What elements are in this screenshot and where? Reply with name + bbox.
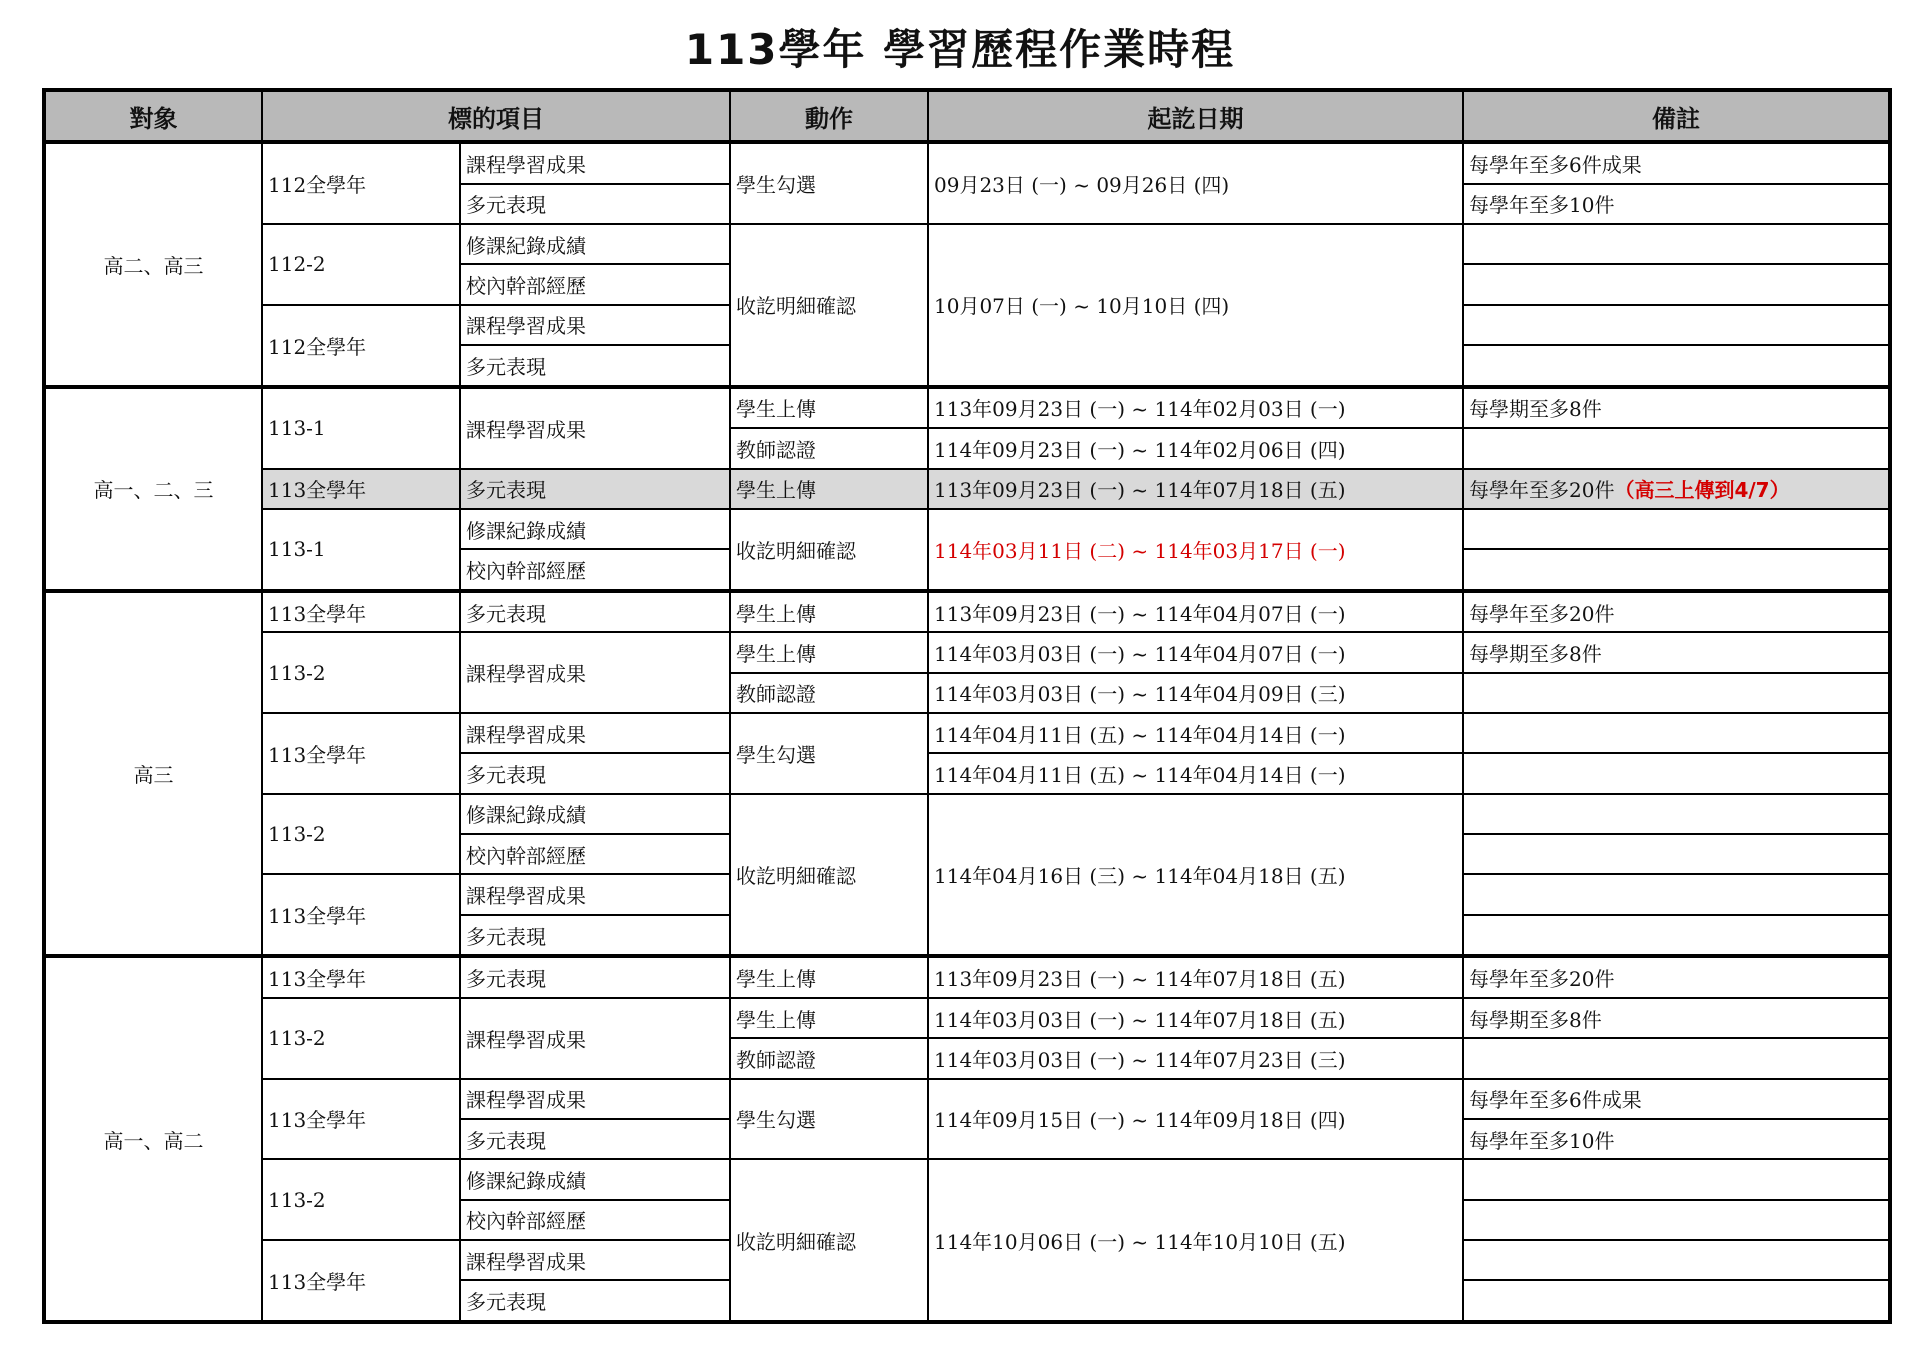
note-cell — [1463, 1240, 1890, 1280]
year-cell: 113全學年 — [262, 469, 460, 509]
item-cell: 課程學習成果 — [460, 998, 730, 1079]
item-cell: 課程學習成果 — [460, 632, 730, 713]
table-row — [44, 713, 1890, 753]
action-cell: 收訖明細確認 — [730, 509, 928, 591]
action-cell: 學生上傳 — [730, 956, 928, 998]
schedule-table — [42, 88, 1892, 1324]
header-action: 動作 — [730, 90, 928, 142]
header-date: 起訖日期 — [928, 90, 1463, 142]
note-cell: 每學期至多8件 — [1463, 387, 1890, 429]
action-cell: 學生上傳 — [730, 591, 928, 633]
table-row — [44, 142, 1890, 184]
action-cell: 教師認證 — [730, 1038, 928, 1078]
date-cell: 113年09月23日 (一) ~ 114年04月07日 (一) — [928, 591, 1463, 633]
year-cell: 113-2 — [262, 794, 460, 875]
date-cell-alert: 114年03月11日 (二) ~ 114年03月17日 (一) — [928, 509, 1463, 591]
header-row — [44, 90, 1890, 142]
note-cell — [1463, 1280, 1890, 1322]
date-cell: 113年09月23日 (一) ~ 114年07月18日 (五) — [928, 956, 1463, 998]
action-cell: 收訖明細確認 — [730, 794, 928, 957]
note-cell: 每學年至多6件成果 — [1463, 1079, 1890, 1119]
year-cell: 113全學年 — [262, 956, 460, 998]
header-item: 標的項目 — [262, 90, 730, 142]
header-target: 對象 — [44, 90, 262, 142]
action-cell: 收訖明細確認 — [730, 1159, 928, 1322]
note-cell — [1463, 509, 1890, 549]
header-note: 備註 — [1463, 90, 1890, 142]
item-cell: 修課紀錄成績 — [460, 1159, 730, 1199]
item-cell: 多元表現 — [460, 591, 730, 633]
item-cell: 校內幹部經歷 — [460, 264, 730, 304]
date-cell: 114年03月03日 (一) ~ 114年07月18日 (五) — [928, 998, 1463, 1038]
year-cell: 113-2 — [262, 632, 460, 713]
item-cell: 課程學習成果 — [460, 713, 730, 753]
table-row — [44, 632, 1890, 672]
year-cell: 113-2 — [262, 998, 460, 1079]
note-cell: 每學年至多10件 — [1463, 184, 1890, 224]
note-cell: 每學期至多8件 — [1463, 632, 1890, 672]
action-cell: 學生上傳 — [730, 632, 928, 672]
year-cell: 113-1 — [262, 387, 460, 469]
table-row — [44, 591, 1890, 633]
note-cell — [1463, 264, 1890, 304]
date-cell: 114年04月16日 (三) ~ 114年04月18日 (五) — [928, 794, 1463, 957]
note-cell — [1463, 874, 1890, 914]
note-cell — [1463, 224, 1890, 264]
action-cell: 學生勾選 — [730, 713, 928, 794]
table-row — [44, 387, 1890, 429]
action-cell: 學生上傳 — [730, 469, 928, 509]
date-cell: 114年03月03日 (一) ~ 114年04月09日 (三) — [928, 673, 1463, 713]
date-cell: 114年03月03日 (一) ~ 114年04月07日 (一) — [928, 632, 1463, 672]
date-cell: 114年09月15日 (一) ~ 114年09月18日 (四) — [928, 1079, 1463, 1160]
table-row — [44, 956, 1890, 998]
note-cell — [1463, 1200, 1890, 1240]
target-cell: 高三 — [44, 591, 262, 957]
note-text: 每學年至多20件 — [1469, 478, 1615, 503]
date-cell: 114年03月03日 (一) ~ 114年07月23日 (三) — [928, 1038, 1463, 1078]
item-cell: 校內幹部經歷 — [460, 1200, 730, 1240]
item-cell: 課程學習成果 — [460, 387, 730, 469]
date-cell: 09月23日 (一) ~ 09月26日 (四) — [928, 142, 1463, 224]
note-cell — [1463, 673, 1890, 713]
action-cell: 收訖明細確認 — [730, 224, 928, 387]
date-cell: 114年09月23日 (一) ~ 114年02月06日 (四) — [928, 428, 1463, 468]
date-cell: 10月07日 (一) ~ 10月10日 (四) — [928, 224, 1463, 387]
item-cell: 課程學習成果 — [460, 874, 730, 914]
highlighted-row — [44, 469, 1890, 509]
year-cell: 112-2 — [262, 224, 460, 305]
item-cell: 多元表現 — [460, 469, 730, 509]
item-cell: 修課紀錄成績 — [460, 794, 730, 834]
note-cell: 每學年至多20件 — [1463, 956, 1890, 998]
note-cell — [1463, 915, 1890, 957]
year-cell: 113全學年 — [262, 713, 460, 794]
note-alert: （高三上傳到4/7） — [1614, 478, 1790, 503]
item-cell: 課程學習成果 — [460, 142, 730, 184]
table-row — [44, 1079, 1890, 1119]
item-cell: 課程學習成果 — [460, 1240, 730, 1280]
action-cell: 學生勾選 — [730, 142, 928, 224]
item-cell: 多元表現 — [460, 1280, 730, 1322]
note-cell — [1463, 1038, 1890, 1078]
note-cell: 每學年至多20件 — [1463, 591, 1890, 633]
note-cell — [1463, 1159, 1890, 1199]
year-cell: 113全學年 — [262, 1079, 460, 1160]
table-row — [44, 224, 1890, 264]
year-cell: 112全學年 — [262, 142, 460, 224]
note-cell: 每學期至多8件 — [1463, 998, 1890, 1038]
item-cell: 修課紀錄成績 — [460, 509, 730, 549]
item-cell: 校內幹部經歷 — [460, 549, 730, 591]
target-cell: 高一、高二 — [44, 956, 262, 1322]
year-cell: 113全學年 — [262, 1240, 460, 1322]
date-cell: 114年04月11日 (五) ~ 114年04月14日 (一) — [928, 753, 1463, 793]
note-cell — [1463, 794, 1890, 834]
action-cell: 學生勾選 — [730, 1079, 928, 1160]
year-cell: 113-1 — [262, 509, 460, 591]
table-row — [44, 1159, 1890, 1199]
item-cell: 校內幹部經歷 — [460, 834, 730, 874]
table-row — [44, 509, 1890, 549]
date-cell: 113年09月23日 (一) ~ 114年07月18日 (五) — [928, 469, 1463, 509]
note-cell — [1463, 305, 1890, 345]
year-cell: 112全學年 — [262, 305, 460, 387]
note-cell: 每學年至多6件成果 — [1463, 142, 1890, 184]
target-cell: 高一、二、三 — [44, 387, 262, 591]
item-cell: 課程學習成果 — [460, 1079, 730, 1119]
item-cell: 多元表現 — [460, 915, 730, 957]
action-cell: 教師認證 — [730, 428, 928, 468]
note-cell — [1463, 753, 1890, 793]
note-cell — [1463, 428, 1890, 468]
target-cell: 高二、高三 — [44, 142, 262, 387]
item-cell: 多元表現 — [460, 956, 730, 998]
year-cell: 113-2 — [262, 1159, 460, 1240]
year-cell: 113全學年 — [262, 874, 460, 956]
note-cell — [1463, 469, 1890, 509]
table-row — [44, 794, 1890, 834]
date-cell: 114年04月11日 (五) ~ 114年04月14日 (一) — [928, 713, 1463, 753]
item-cell: 多元表現 — [460, 753, 730, 793]
action-cell: 教師認證 — [730, 673, 928, 713]
table-row — [44, 998, 1890, 1038]
item-cell: 修課紀錄成績 — [460, 224, 730, 264]
note-cell: 每學年至多10件 — [1463, 1119, 1890, 1159]
year-cell: 113全學年 — [262, 591, 460, 633]
item-cell: 多元表現 — [460, 1119, 730, 1159]
action-cell: 學生上傳 — [730, 998, 928, 1038]
item-cell: 多元表現 — [460, 345, 730, 387]
note-cell — [1463, 345, 1890, 387]
date-cell: 113年09月23日 (一) ~ 114年02月03日 (一) — [928, 387, 1463, 429]
date-cell: 114年10月06日 (一) ~ 114年10月10日 (五) — [928, 1159, 1463, 1322]
page-title: 113學年 學習歷程作業時程 — [684, 25, 1236, 74]
item-cell: 課程學習成果 — [460, 305, 730, 345]
note-cell — [1463, 834, 1890, 874]
note-cell — [1463, 549, 1890, 591]
item-cell: 多元表現 — [460, 184, 730, 224]
action-cell: 學生上傳 — [730, 387, 928, 429]
note-cell — [1463, 713, 1890, 753]
